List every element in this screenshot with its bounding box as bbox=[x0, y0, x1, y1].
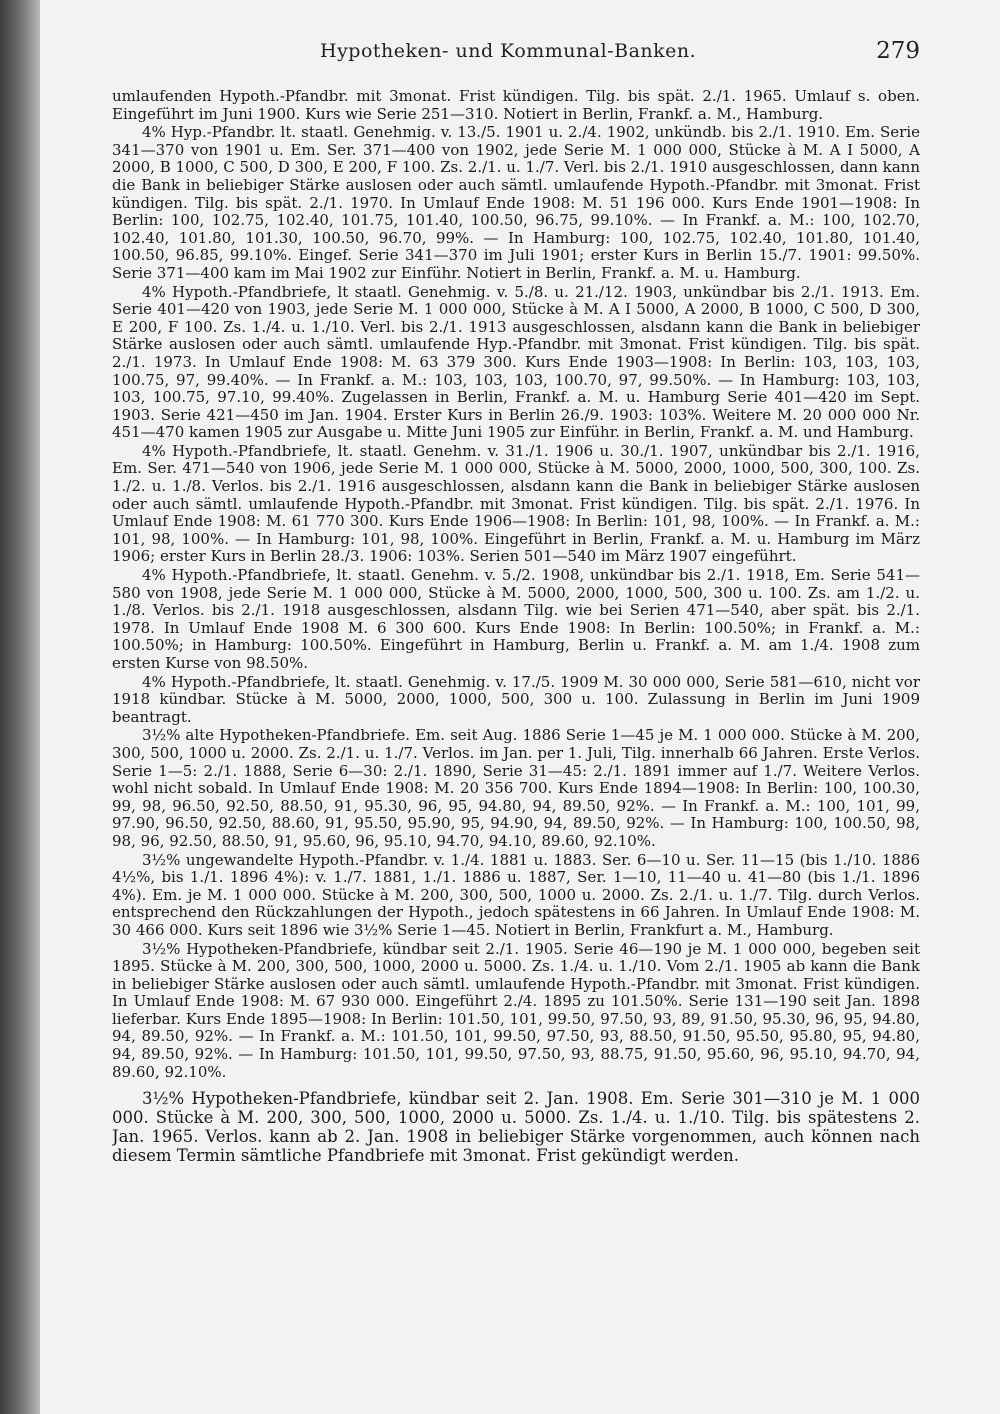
paragraph-3half-pct-converted: 3½% ungewandelte Hypoth.-Pfandbr. v. 1./4. 1881 u. 1883. Ser. 6—10 u. Ser. 11—15 (bis 1./10. 1886 4½%, bis 1./1. 1896 4%): v. 1./7. 1881, 1./1. 1886 u. 1887, Ser. 1—10, 11—40 u. 41—80 (bis 1./1. 1896 4%). Em. je M. 1 000 000. Stücke à M. 200, 300, 500, 1000 u. 2000. Zs. 2./1. u. 1./7. Tilg. durch Verlos. entsprechend den Rückzahlungen der Hypoth., jedoch spätestens in 66 Jahren. In Umlauf Ende 1908: M. 30 466 000. Kurs seit 1896 wie 3½% Serie 1—45. Notiert in Berlin, Frankfurt a. M., Hamburg. bbox=[112, 850, 920, 939]
book-binding-edge bbox=[0, 0, 40, 1414]
document-page bbox=[40, 0, 1000, 1414]
paragraph-3half-pct-series-301-310: 3½% Hypotheken-Pfandbriefe, kündbar seit 2. Jan. 1908. Em. Serie 301—310 je M. 1 000 000. Stücke à M. 200, 300, 500, 1000, 2000 u. 5000. Zs. 1./4. u. 1./10. Tilg. bis spätestens 2. Jan. 1965. Verlos. kann ab 2. Jan. 1908 in beliebiger Stärke vorgenommen, auch können nach diesem Termin sämtliche Pfandbriefe mit 3monat. Frist gekündigt werden. bbox=[112, 1089, 920, 1166]
paragraph-3half-pct-series-46-190: 3½% Hypotheken-Pfandbriefe, kündbar seit 2./1. 1905. Serie 46—190 je M. 1 000 000, begeben seit 1895. Stücke à M. 200, 300, 500, 1000, 2000 u. 5000. Zs. 1./4. u. 1./10. Vom 2./1. 1905 ab kann die Bank in beliebiger Stärke auslosen oder auch sämtl. umlaufende Hypoth.-Pfandbr. mit 3monat. Frist kündigen. In Umlauf Ende 1908: M. 67 930 000. Eingeführt 2./4. 1895 zu 101.50%. Serie 131—190 seit Jan. 1898 lieferbar. Kurs Ende 1895—1908: In Berlin: 101.50, 101, 99.50, 97.50, 93, 89, 91.50, 95.30, 96, 95, 94.80, 94, 89.50, 92%. — In Frankf. a. M.: 101.50, 101, 99.50, 97.50, 93, 88.50, 91.50, 95.50, 95.80, 95, 94.80, 94, 89.50, 92%. — In Hamburg: 101.50, 101, 99.50, 97.50, 93, 88.75, 91.50, 95.60, 96, 95.10, 94.70, 94, 89.60, 92.10%. bbox=[112, 939, 920, 1081]
paragraph-4pct-series-471-540: 4% Hypoth.-Pfandbriefe, lt. staatl. Genehm. v. 31./1. 1906 u. 30./1. 1907, unkündbar bis 2./1. 1916, Em. Ser. 471—540 von 1906, jede Serie M. 1 000 000, Stücke à M. 5000, 2000, 1000, 500, 300, 100. Zs. 1./2. u. 1./8. Verlos. bis 2./1. 1916 ausgeschlossen, alsdann kann die Bank in beliebiger Stärke auslosen oder auch sämtl. umlaufende Hypoth.-Pfandbr. mit 3monat. Frist kündigen. Tilg. bis spät. 2./1. 1976. In Umlauf Ende 1908: M. 61 770 300. Kurs Ende 1906—1908: In Berlin: 101, 98, 100%. — In Frankf. a. M.: 101, 98, 100%. — In Hamburg: 101, 98, 100%. Eingeführt in Berlin, Frankf. a. M. u. Hamburg im März 1906; erster Kurs in Berlin 28./3. 1906: 103%. Serien 501—540 im März 1907 eingeführt. bbox=[112, 441, 920, 566]
paragraph-3half-pct-old-series-1-45: 3½% alte Hypotheken-Pfandbriefe. Em. seit Aug. 1886 Serie 1—45 je M. 1 000 000. Stücke à M. 200, 300, 500, 1000 u. 2000. Zs. 2./1. u. 1./7. Verlos. im Jan. per 1. Juli, Tilg. innerhalb 66 Jahren. Erste Verlos. Serie 1—5: 2./1. 1888, Serie 6—30: 2./1. 1890, Serie 31—45: 2./1. 1891 immer auf 1./7. Weitere Verlos. wohl nicht sobald. In Umlauf Ende 1908: M. 20 356 700. Kurs Ende 1894—1908: In Berlin: 100, 100.30, 99, 98, 96.50, 92.50, 88.50, 91, 95.30, 96, 95, 94.80, 94, 89.50, 92%. — In Frankf. a. M.: 100, 101, 99, 97.90, 96.50, 92.50, 88.60, 91, 95.50, 95.90, 95, 94.90, 94, 89.50, 92%. — In Hamburg: 100, 100.50, 98, 98, 96, 92.50, 88.50, 91, 95.60, 96, 95.10, 94.70, 94.10, 89.60, 92.10%. bbox=[112, 726, 920, 850]
body-text bbox=[112, 88, 920, 1393]
page-header bbox=[40, 36, 1000, 72]
paragraph-4pct-series-341-400: 4% Hyp.-Pfandbr. lt. staatl. Genehmig. v. 13./5. 1901 u. 2./4. 1902, unkündb. bis 2./1. 1910. Em. Serie 341—370 von 1901 u. Em. Ser. 371—400 von 1902, jede Serie M. 1 000 000, Stücke à M. A I 5000, A 2000, B 1000, C 500, D 300, E 200, F 100. Zs. 2./1. u. 1./7. Verl. bis 2./1. 1910 ausgeschlossen, dann kann die Bank in beliebiger Stärke auslosen oder auch sämtl. umlaufende Hypoth.-Pfandbr. mit 3monat. Frist kündigen. Tilg. bis spät. 2./1. 1970. In Umlauf Ende 1908: M. 51 196 000. Kurs Ende 1901—1908: In Berlin: 100, 102.75, 102.40, 101.75, 101.40, 100.50, 96.75, 99.10%. — In Frankf. a. M.: 100, 102.70, 102.40, 101.80, 101.30, 100.50, 96.70, 99%. — In Hamburg: 100, 102.75, 102.40, 101.80, 101.40, 100.50, 96.85, 99.10%. Eingef. Serie 341—370 im Juli 1901; erster Kurs in Berlin 15./7. 1901: 99.50%. Serie 371—400 kam im Mai 1902 zur Einführ. Notiert in Berlin, Frankf. a. M. u. Hamburg. bbox=[112, 123, 920, 282]
page-number: 279 bbox=[876, 38, 920, 64]
paragraph-continuation: umlaufenden Hypoth.-Pfandbr. mit 3monat. Frist kündigen. Tilg. bis spät. 2./1. 1965. Umlauf s. oben. Eingeführt im Juni 1900. Kurs wie Serie 251—310. Notiert in Berlin, Frankf. a. M., Hamburg. bbox=[112, 88, 920, 123]
paragraph-4pct-series-401-470: 4% Hypoth.-Pfandbriefe, lt staatl. Genehmig. v. 5./8. u. 21./12. 1903, unkündbar bis 2./1. 1913. Em. Serie 401—420 von 1903, jede Serie M. 1 000 000, Stücke à M. A I 5000, A 2000, B 1000, C 500, D 300, E 200, F 100. Zs. 1./4. u. 1./10. Verl. bis 2./1. 1913 ausgeschlossen, alsdann kann die Bank in beliebiger Stärke auslosen oder auch sämtl. umlaufende Hyp.-Pfandbr. mit 3monat. Frist kündigen. Tilg. bis spät. 2./1. 1973. In Umlauf Ende 1908: M. 63 379 300. Kurs Ende 1903—1908: In Berlin: 103, 103, 103, 100.75, 97, 99.40%. — In Frankf. a. M.: 103, 103, 103, 100.70, 97, 99.50%. — In Hamburg: 103, 103, 103, 100.75, 97.10, 99.40%. Zugelassen in Berlin, Frankf. a. M. u. Hamburg Serie 401—420 im Sept. 1903. Serie 421—450 im Jan. 1904. Erster Kurs in Berlin 26./9. 1903: 103%. Weitere M. 20 000 000 Nr. 451—470 kamen 1905 zur Ausgabe u. Mitte Juni 1905 zur Einführ. in Berlin, Frankf. a. M. und Hamburg. bbox=[112, 282, 920, 442]
paragraph-4pct-series-541-580: 4% Hypoth.-Pfandbriefe, lt. staatl. Genehm. v. 5./2. 1908, unkündbar bis 2./1. 1918, Em. Serie 541—580 von 1908, jede Serie M. 1 000 000, Stücke à M. 5000, 2000, 1000, 500, 300 u. 100. Zs. am 1./2. u. 1./8. Verlos. bis 2./1. 1918 ausgeschlossen, alsdann Tilg. wie bei Serien 471—540, aber spät. bis 2./1. 1978. In Umlauf Ende 1908 M. 6 300 600. Kurs Ende 1908: In Berlin: 100.50%; in Frankf. a. M.: 100.50%; in Hamburg: 100.50%. Eingeführt in Hamburg, Berlin u. Frankf. a. M. am 1./4. 1908 zum ersten Kurse von 98.50%. bbox=[112, 566, 920, 672]
running-head: Hypotheken- und Kommunal-Banken. bbox=[320, 40, 697, 62]
paragraph-4pct-series-581-610: 4% Hypoth.-Pfandbriefe, lt. staatl. Genehmig. v. 17./5. 1909 M. 30 000 000, Serie 581—610, nicht vor 1918 kündbar. Stücke à M. 5000, 2000, 1000, 500, 300 u. 100. Zulassung in Berlin im Juni 1909 beantragt. bbox=[112, 672, 920, 726]
